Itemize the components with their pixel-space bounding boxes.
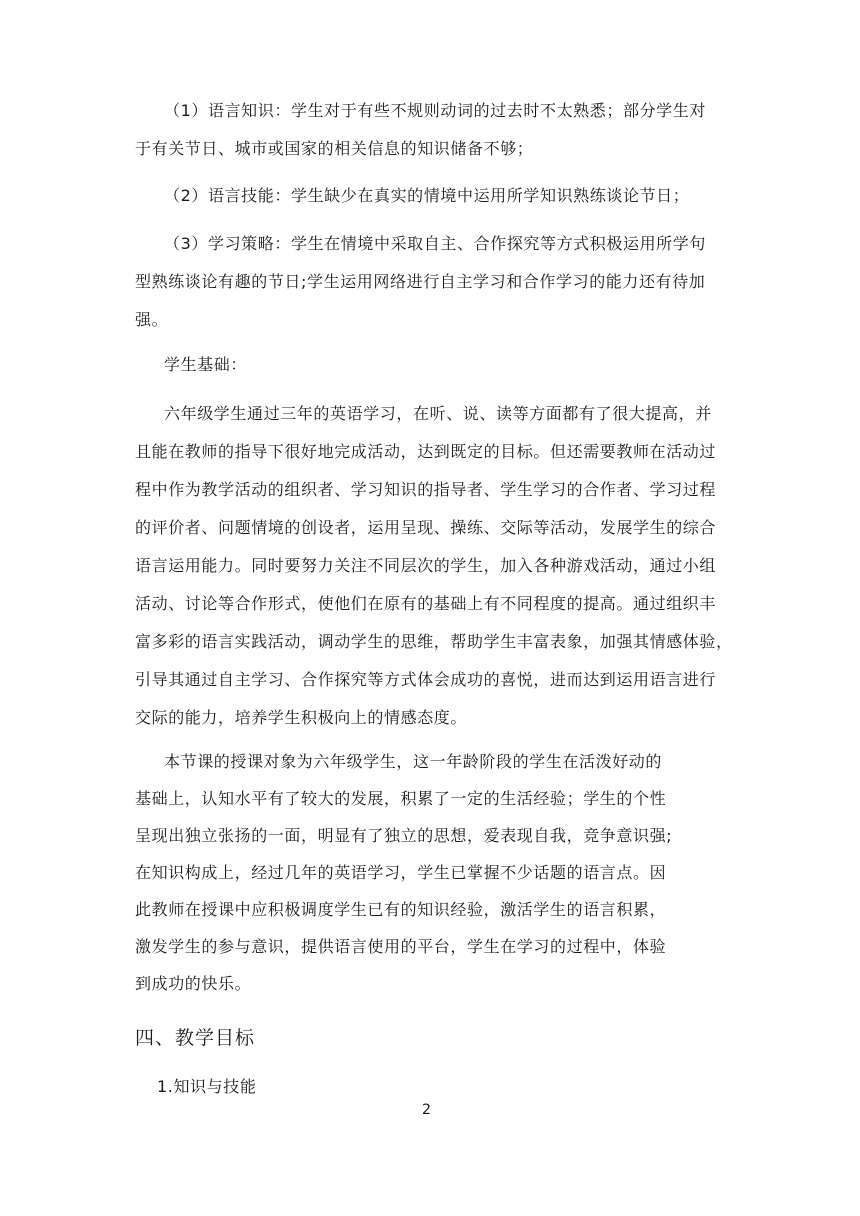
- text-line: （1）语言知识：学生对于有些不规则动词的过去时不太熟悉；部分学生对: [164, 101, 706, 120]
- text-line: （2）语言技能：学生缺少在真实的情境中运用所学知识熟练谈论节日；: [164, 186, 690, 205]
- text-line: 交际的能力，培养学生积极向上的情感态度。: [135, 708, 468, 727]
- text-line: 本节课的授课对象为六年级学生，这一年龄阶段的学生在活泼好动的: [164, 752, 663, 771]
- section-heading: 四、教学目标: [135, 1027, 256, 1049]
- sub-heading: 1.知识与技能: [157, 1077, 257, 1096]
- text-line: 于有关节日、城市或国家的相关信息的知识储备不够；: [135, 139, 534, 158]
- text-line: 富多彩的语言实践活动，调动学生的思维，帮助学生丰富表象，加强其情感体验，: [135, 632, 733, 651]
- text-line: 引导其通过自主学习、合作探究等方式体会成功的喜悦，进而达到运用语言进行: [135, 670, 717, 689]
- text-line: 六年级学生通过三年的英语学习，在听、说、读等方面都有了很大提高，并: [164, 404, 712, 423]
- text-line: 的评价者、问题情境的创设者，运用呈现、操练、交际等活动，发展学生的综合: [135, 518, 717, 537]
- text-line: 基础上，认知水平有了较大的发展，积累了一定的生活经验；学生的个性: [135, 789, 667, 808]
- text-line: 在知识构成上，经过几年的英语学习，学生已掌握不少话题的语言点。因: [135, 863, 667, 882]
- text-line: 强。: [135, 310, 169, 329]
- text-line: 语言运用能力。同时要努力关注不同层次的学生，加入各种游戏活动，通过小组: [135, 556, 717, 575]
- page-number: 2: [422, 1102, 431, 1118]
- text-line: 此教师在授课中应积极调度学生已有的知识经验，激活学生的语言积累，: [135, 900, 667, 919]
- text-line: 活动、讨论等合作形式，使他们在原有的基础上有不同程度的提高。通过组织丰: [135, 594, 717, 613]
- text-line: 学生基础：: [164, 355, 248, 374]
- text-line: 呈现出独立张扬的一面，明显有了独立的思想，爱表现自我，竞争意识强;: [135, 826, 673, 845]
- text-line: 到成功的快乐。: [135, 974, 252, 993]
- text-line: （3）学习策略：学生在情境中采取自主、合作探究等方式积极运用所学句: [164, 234, 706, 253]
- text-line: 程中作为教学活动的组织者、学习知识的指导者、学生学习的合作者、学习过程: [135, 480, 717, 499]
- text-line: 激发学生的参与意识，提供语言使用的平台，学生在学习的过程中，体验: [135, 937, 667, 956]
- text-line: 型熟练谈论有趣的节日;学生运用网络进行自主学习和合作学习的能力还有待加: [135, 272, 706, 291]
- text-line: 且能在教师的指导下很好地完成活动，达到既定的目标。但还需要教师在活动过: [135, 442, 717, 461]
